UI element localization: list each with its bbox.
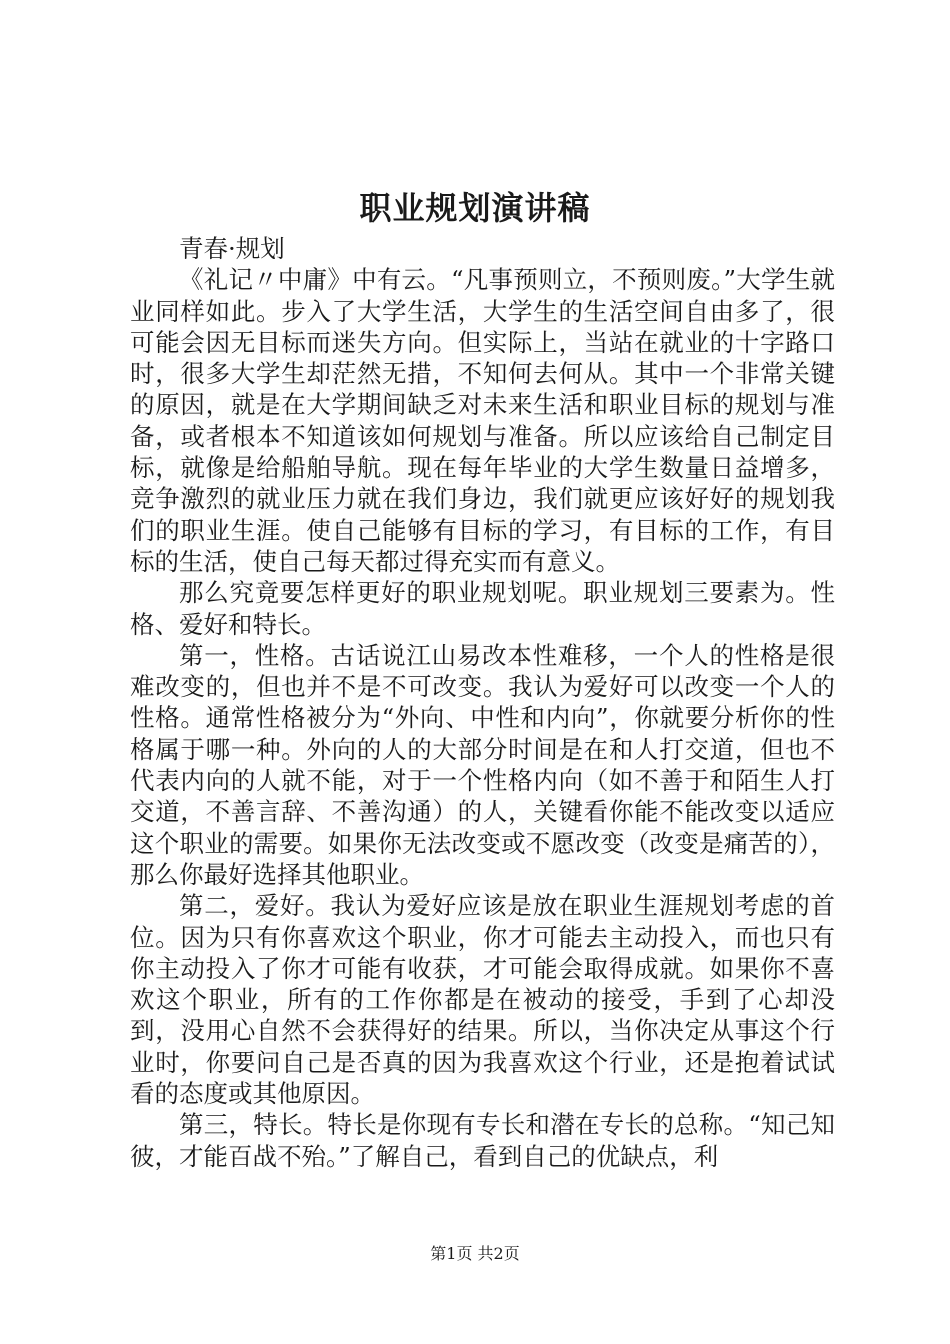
- hobby-paragraph: 第二，爱好。我认为爱好应该是放在职业生涯规划考虑的首位。因为只有你喜欢这个职业，你才可能去主动投入，而也只有你主动投入了你才可能有收获，才可能会取得成就。如果你不喜欢这个职业，所有的工作你都是在被动的接受，手到了心却没到，没用心自然不会获得好的结果。所以，当你决定从事这个行业时，你要问自己是否真的因为我喜欢这个行业，还是抱着试试看的态度或其他原因。: [130, 891, 835, 1109]
- document-title: 职业规划演讲稿: [359, 189, 591, 227]
- personality-paragraph: 第一，性格。古话说江山易改本性难移，一个人的性格是很难改变的，但也并不是不可改变。我认为爱好可以改变一个人的性格。通常性格被分为“外向、中性和内向”，你就要分析你的性格属于哪一种。外向的人的大部分时间是在和人打交道，但也不代表内向的人就不能，对于一个性格内向（如不善于和陌生人打交道，不善言辞、不善沟通）的人，关键看你能不能改变以适应这个职业的需要。如果你无法改变或不愿改变（改变是痛苦的），那么你最好选择其他职业。: [130, 640, 835, 889]
- document-body: [130, 233, 835, 1172]
- specialty-paragraph: 第三，特长。特长是你现有专长和潜在专长的总称。“知己知彼，才能百战不殆。”了解自己，看到自己的优缺点，利: [130, 1110, 835, 1171]
- subtitle-paragraph: 青春·规划: [179, 234, 285, 263]
- elements-paragraph: 那么究竟要怎样更好的职业规划呢。职业规划三要素为。性格、爱好和特长。: [130, 578, 835, 639]
- intro-paragraph: 《礼记〃中庸》中有云。“凡事预则立，不预则废。”大学生就业同样如此。步入了大学生活，大学生的生活空间自由多了，很可能会因无目标而迷失方向。但实际上，当站在就业的十字路口时，很多大学生却茫然无措，不知何去何从。其中一个非常关键的原因，就是在大学期间缺乏对未来生活和职业目标的规划与准备，或者根本不知道该如何规划与准备。所以应该给自己制定目标，就像是给船舶导航。现在每年毕业的大学生数量日益增多，竞争激烈的就业压力就在我们身边，我们就更应该好好的规划我们的职业生涯。使自己能够有目标的学习，有目标的工作，有目标的生活，使自己每天都过得充实而有意义。: [130, 265, 835, 576]
- page-number-footer: 第1页 共2页: [430, 1244, 520, 1263]
